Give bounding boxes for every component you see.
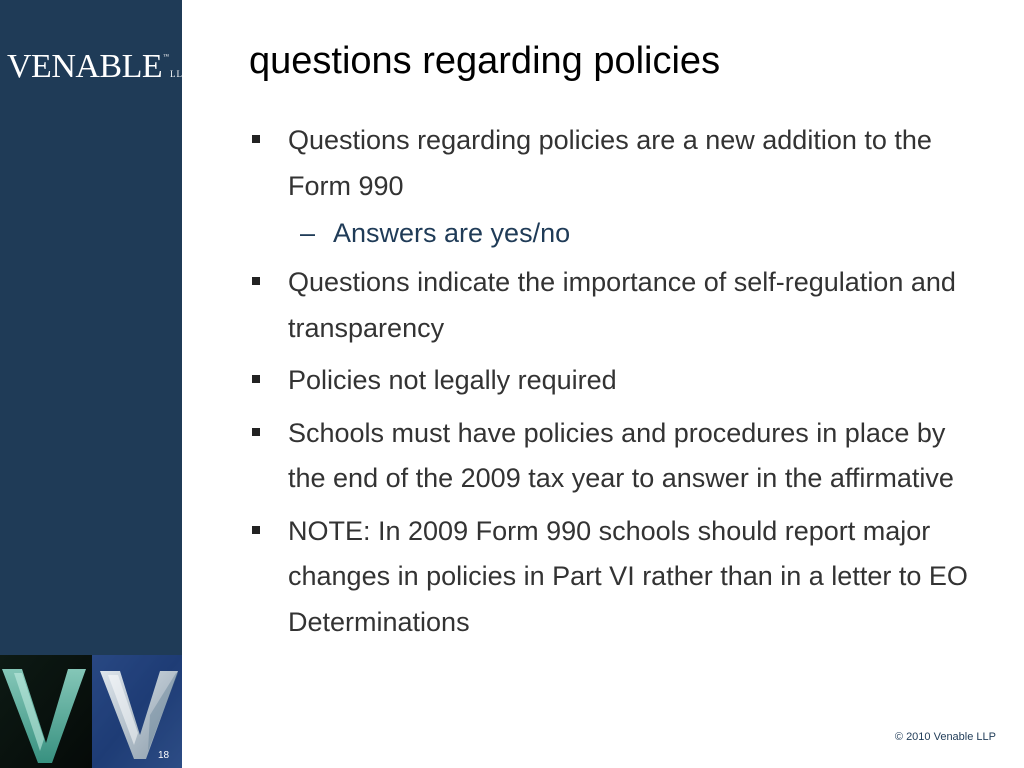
bullet-item <box>250 509 990 646</box>
square-bullet-icon <box>252 428 260 436</box>
bullet-item <box>250 358 990 404</box>
dash-bullet-icon: – <box>300 218 316 248</box>
bullet-list <box>250 118 990 652</box>
bullet-text: Questions indicate the importance of self-regulation and transparency <box>288 267 956 343</box>
bullet-text: NOTE: In 2009 Form 990 schools should report major changes in policies in Part VI rather than in a letter to EO Determinations <box>288 515 968 637</box>
logo-trademark: ™ <box>163 54 170 60</box>
bullet-text: Questions regarding policies are a new addition to the Form 990 <box>288 125 932 201</box>
square-bullet-icon <box>252 277 260 285</box>
bullet-item <box>250 118 990 209</box>
logo-wordmark: VENABLE <box>7 48 163 85</box>
copyright-notice: © 2010 Venable LLP <box>894 731 996 743</box>
square-bullet-icon <box>252 375 260 383</box>
bullet-text: Policies not legally required <box>288 365 617 395</box>
venable-logo <box>7 48 189 92</box>
slide-number: 18 <box>158 750 170 761</box>
sidebar-panel <box>0 0 190 768</box>
bullet-text: Schools must have policies and procedures in place by the end of the 2009 tax year to answer in the affirmative <box>288 417 954 493</box>
bullet-item <box>250 411 990 502</box>
slide-title: questions regarding policies <box>249 40 721 82</box>
decorative-v-letters-image <box>0 655 182 768</box>
logo-suffix: LLP <box>170 69 190 79</box>
square-bullet-icon <box>252 526 260 534</box>
sub-bullet-item <box>250 210 990 256</box>
square-bullet-icon <box>252 135 260 143</box>
sub-bullet-text: Answers are yes/no <box>333 218 571 248</box>
bullet-item <box>250 260 990 351</box>
